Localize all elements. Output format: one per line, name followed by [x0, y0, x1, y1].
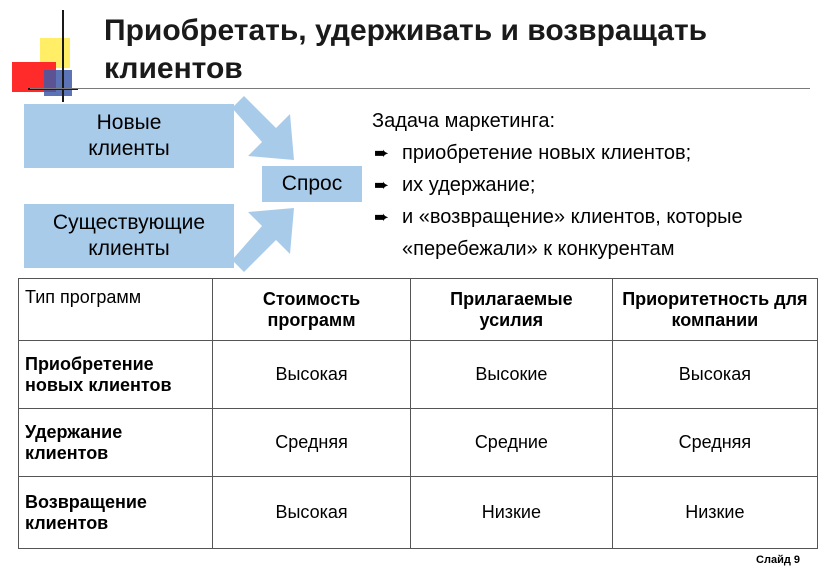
table-cell: Высокие [411, 341, 613, 409]
arrow-bullet-icon: ➨ [374, 175, 390, 195]
arrow-up-right-icon [232, 200, 302, 272]
slide-number: Слайд 9 [756, 554, 800, 566]
task-item-text: их удержание; [402, 174, 536, 196]
programs-table [18, 278, 818, 549]
table-header-row [19, 279, 818, 341]
existing-clients-label: Существующие клиенты [52, 211, 206, 260]
demand-label: Спрос [281, 172, 343, 195]
header-cell: Приоритетность для компании [612, 279, 817, 341]
task-item [362, 137, 822, 169]
row-label: Возвращение клиентов [19, 477, 213, 549]
table-cell: Средняя [213, 409, 411, 477]
table-cell: Низкие [411, 477, 613, 549]
slide-title: Приобретать, удерживать и возвращать клиентов [104, 14, 708, 85]
existing-clients-box [24, 204, 234, 268]
new-clients-label: Новые клиенты [88, 111, 170, 160]
table-row [19, 409, 818, 477]
arrow-bullet-icon: ➨ [374, 207, 390, 227]
table-cell: Высокая [213, 477, 411, 549]
header-cell: Стоимость программ [213, 279, 411, 341]
title-divider [30, 88, 810, 89]
task-item [362, 169, 822, 201]
demand-box [262, 166, 362, 202]
table-cell: Высокая [213, 341, 411, 409]
task-item [362, 201, 822, 265]
arrow-down-right-icon [232, 96, 302, 168]
table-cell: Средняя [612, 409, 817, 477]
task-item-text: приобретение новых клиентов; [402, 142, 692, 164]
table-row [19, 341, 818, 409]
task-item-text: и «возвращение» клиентов, которые «перебежали» к конкурентам [402, 206, 743, 260]
marketing-task [362, 105, 822, 265]
row-label: Удержание клиентов [19, 409, 213, 477]
logo-blue-square [44, 70, 72, 96]
table-row [19, 477, 818, 549]
header-cell: Прилагаемые усилия [411, 279, 613, 341]
table-cell: Низкие [612, 477, 817, 549]
task-heading: Задача маркетинга: [372, 110, 555, 132]
new-clients-box [24, 104, 234, 168]
table-cell: Высокая [612, 341, 817, 409]
header-cell: Тип программ [19, 279, 213, 341]
arrow-bullet-icon: ➨ [374, 143, 390, 163]
table-cell: Средние [411, 409, 613, 477]
row-label: Приобретение новых клиентов [19, 341, 213, 409]
